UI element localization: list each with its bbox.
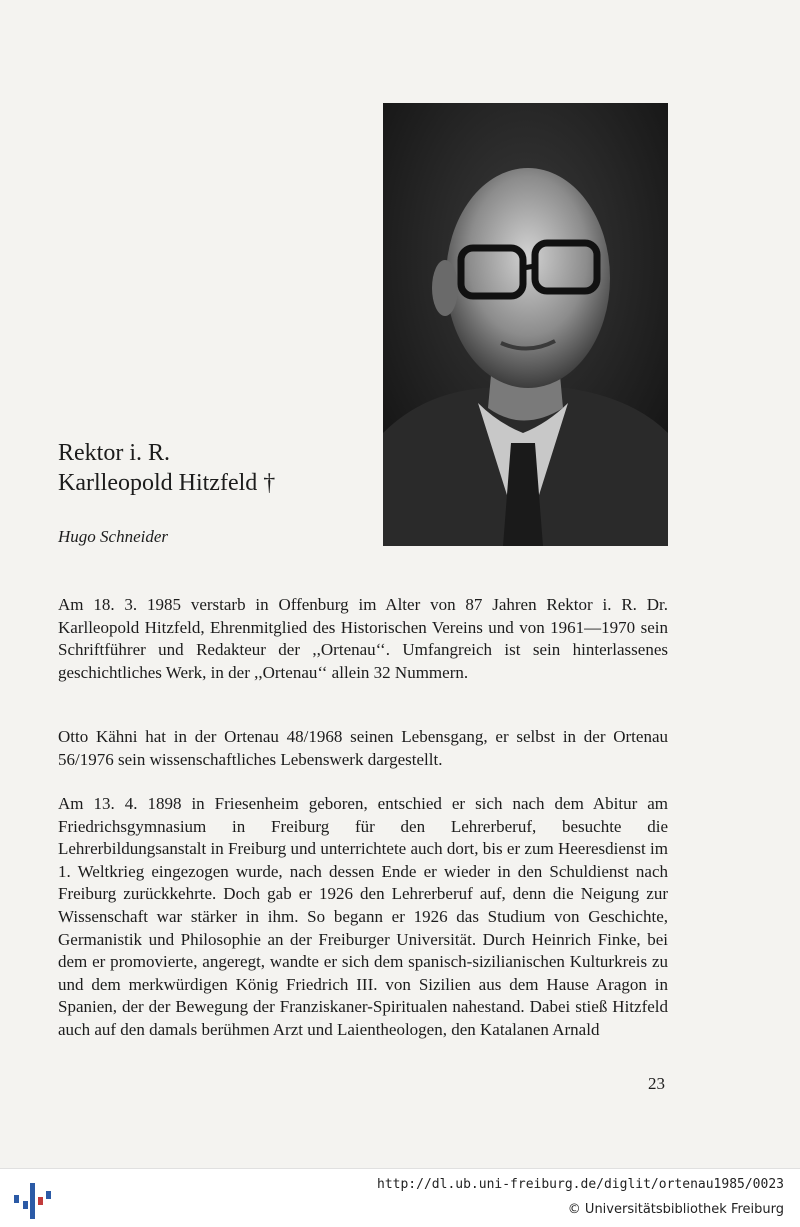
paragraph-3: Am 13. 4. 1898 in Friesenheim geboren, entschied er sich nach dem Abitur am Friedrichsgymnasium in Freiburg für den Lehrerberuf, besuchte die Lehrerbildungsanstalt in Freiburg und unterrichtete auch dort, bis er zum Heeresdienst im 1. Weltkrieg eingezogen wurde, nach dessen Ende er wieder in den Schuldienst nach Freiburg zurückkehrte. Doch gab er 1926 den Lehrerberuf auf, denn die Neigung zur Wissenschaft war stärker in ihm. So begann er 1926 das Studium von Geschichte, Germanistik und Philosophie an der Freiburger Universität. Durch Heinrich Finke, bei dem er promovierte, angeregt, wandte er sich dem spanisch-sizilianischen Kulturkreis zu und dem merkwürdigen König Friedrich III. von Sizilien aus dem Hause Aragon in Spanien, der der Bewegung der Franziskaner-Spiritualen nahestand. Dabei stieß Hitzfeld auch auf den damals berühmen Arzt und Laientheologen, den Katalanen Arnald: [58, 794, 668, 1039]
page-number: 23: [648, 1074, 665, 1093]
author-name: Hugo Schneider: [58, 527, 169, 546]
paragraph-1: Am 18. 3. 1985 verstarb in Offenburg im Alter von 87 Jahren Rektor i. R. Dr. Karlleopold Hitzfeld, Ehrenmitglied des Historischen Vereins und von 1961—1970 sein Schriftführer und Redakteur der ,,Ortenau‘‘. Umfangreich ist sein hinterlassenes geschichtliches Werk, in der ,,Ortenau‘‘ allein 32 Nummern.: [58, 595, 668, 682]
title-line-1: Rektor i. R.: [58, 440, 170, 466]
permalink-url[interactable]: http://dl.ub.uni-freiburg.de/diglit/ortenau1985/0023: [377, 1177, 784, 1192]
portrait-image: [383, 103, 668, 546]
university-library-logo: [10, 1177, 54, 1221]
portrait-photo: [383, 103, 668, 546]
article-title: [58, 438, 378, 498]
paragraph-2: Otto Kähni hat in der Ortenau 48/1968 seinen Lebensgang, er selbst in der Ortenau 56/1976 sein wissenschaftliches Lebenswerk dargestellt.: [58, 727, 668, 769]
copyright-notice: © Universitätsbibliothek Freiburg: [567, 1202, 784, 1217]
title-line-2: Karlleopold Hitzfeld †: [58, 470, 276, 496]
library-footer: [0, 1168, 800, 1227]
